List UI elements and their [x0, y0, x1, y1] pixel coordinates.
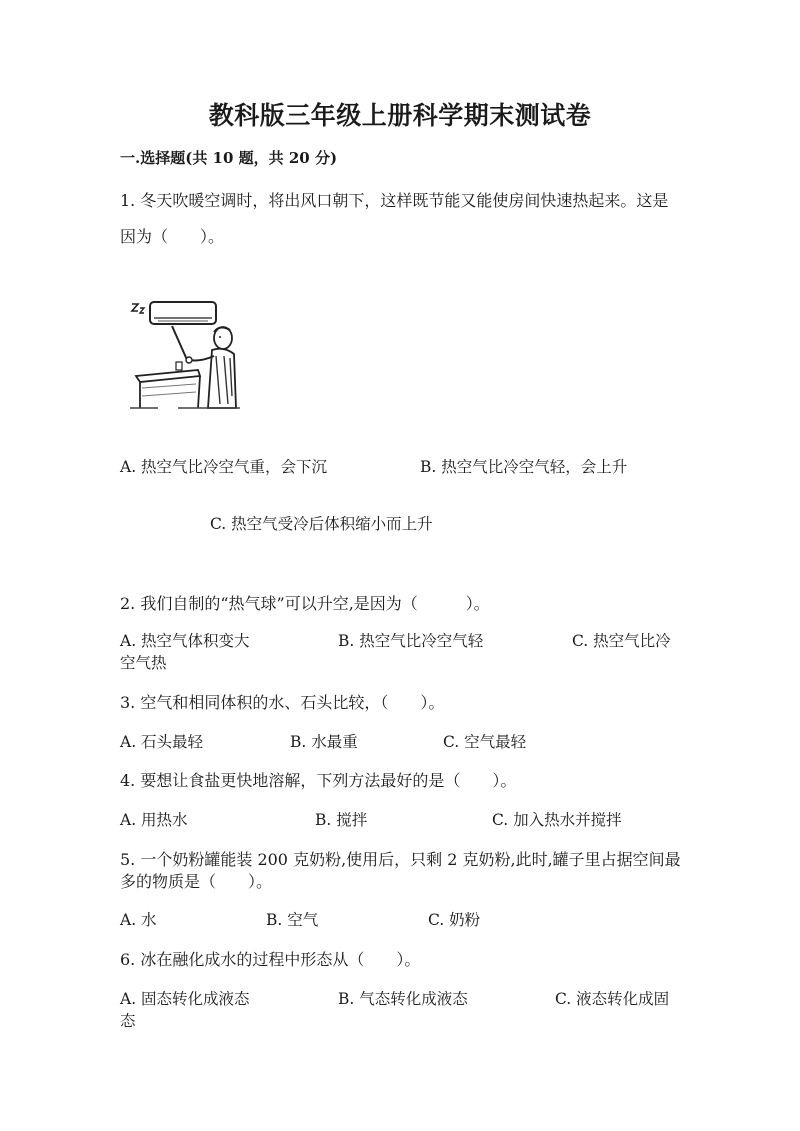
question-1-option-a[interactable]: A. 热空气比冷空气重，会下沉	[120, 458, 328, 476]
question-5-text-cont: 多的物质是（ ）。	[120, 872, 273, 891]
air-conditioner-illustration	[128, 296, 244, 412]
question-6-text: 6. 冰在融化成水的过程中形态从（ ）。	[120, 950, 421, 969]
question-5-text: 5. 一个奶粉罐能装 200 克奶粉,使用后，只剩 2 克奶粉,此时,罐子里占据空间最	[120, 850, 681, 869]
question-2-option-b[interactable]: B. 热空气比冷空气轻	[338, 632, 484, 650]
question-6-option-b[interactable]: B. 气态转化成液态	[338, 990, 468, 1008]
question-4-option-c[interactable]: C. 加入热水并搅拌	[492, 811, 622, 829]
question-2-option-a[interactable]: A. 热空气体积变大	[120, 632, 250, 650]
question-5-option-b[interactable]: B. 空气	[266, 911, 319, 929]
question-1-text: 1. 冬天吹暖空调时，将出风口朝下，这样既节能又能使房间快速热起来。这是	[120, 191, 669, 210]
question-2-text: 2. 我们自制的“热气球”可以升空,是因为（ ）。	[120, 594, 490, 613]
question-1-text-cont: 因为（ ）。	[120, 227, 225, 246]
question-4-option-a[interactable]: A. 用热水	[120, 811, 188, 829]
question-3-text: 3. 空气和相同体积的水、石头比较，（ ）。	[120, 693, 445, 712]
question-4-text: 4. 要想让食盐更快地溶解，下列方法最好的是（ ）。	[120, 771, 517, 790]
question-1-option-c[interactable]: C. 热空气受冷后体积缩小而上升	[210, 515, 433, 533]
question-2-option-c[interactable]: C. 热空气比冷	[572, 632, 671, 650]
page-title: 教科版三年级上册科学期末测试卷	[208, 101, 592, 130]
question-5-option-a[interactable]: A. 水	[120, 911, 157, 929]
question-1-option-b[interactable]: B. 热空气比冷空气轻，会上升	[420, 458, 628, 476]
question-6-option-a[interactable]: A. 固态转化成液态	[120, 990, 250, 1008]
question-6-option-c[interactable]: C. 液态转化成固	[555, 990, 670, 1008]
question-6-option-c-cont: 态	[120, 1012, 136, 1030]
question-2-option-c-cont: 空气热	[120, 654, 167, 672]
question-3-option-c[interactable]: C. 空气最轻	[443, 733, 527, 751]
question-3-option-b[interactable]: B. 水最重	[290, 733, 358, 751]
question-5-option-c[interactable]: C. 奶粉	[428, 911, 481, 929]
question-4-option-b[interactable]: B. 搅拌	[315, 811, 368, 829]
section-heading: 一.选择题(共 10 题，共 20 分)	[120, 149, 338, 167]
question-3-option-a[interactable]: A. 石头最轻	[120, 733, 204, 751]
